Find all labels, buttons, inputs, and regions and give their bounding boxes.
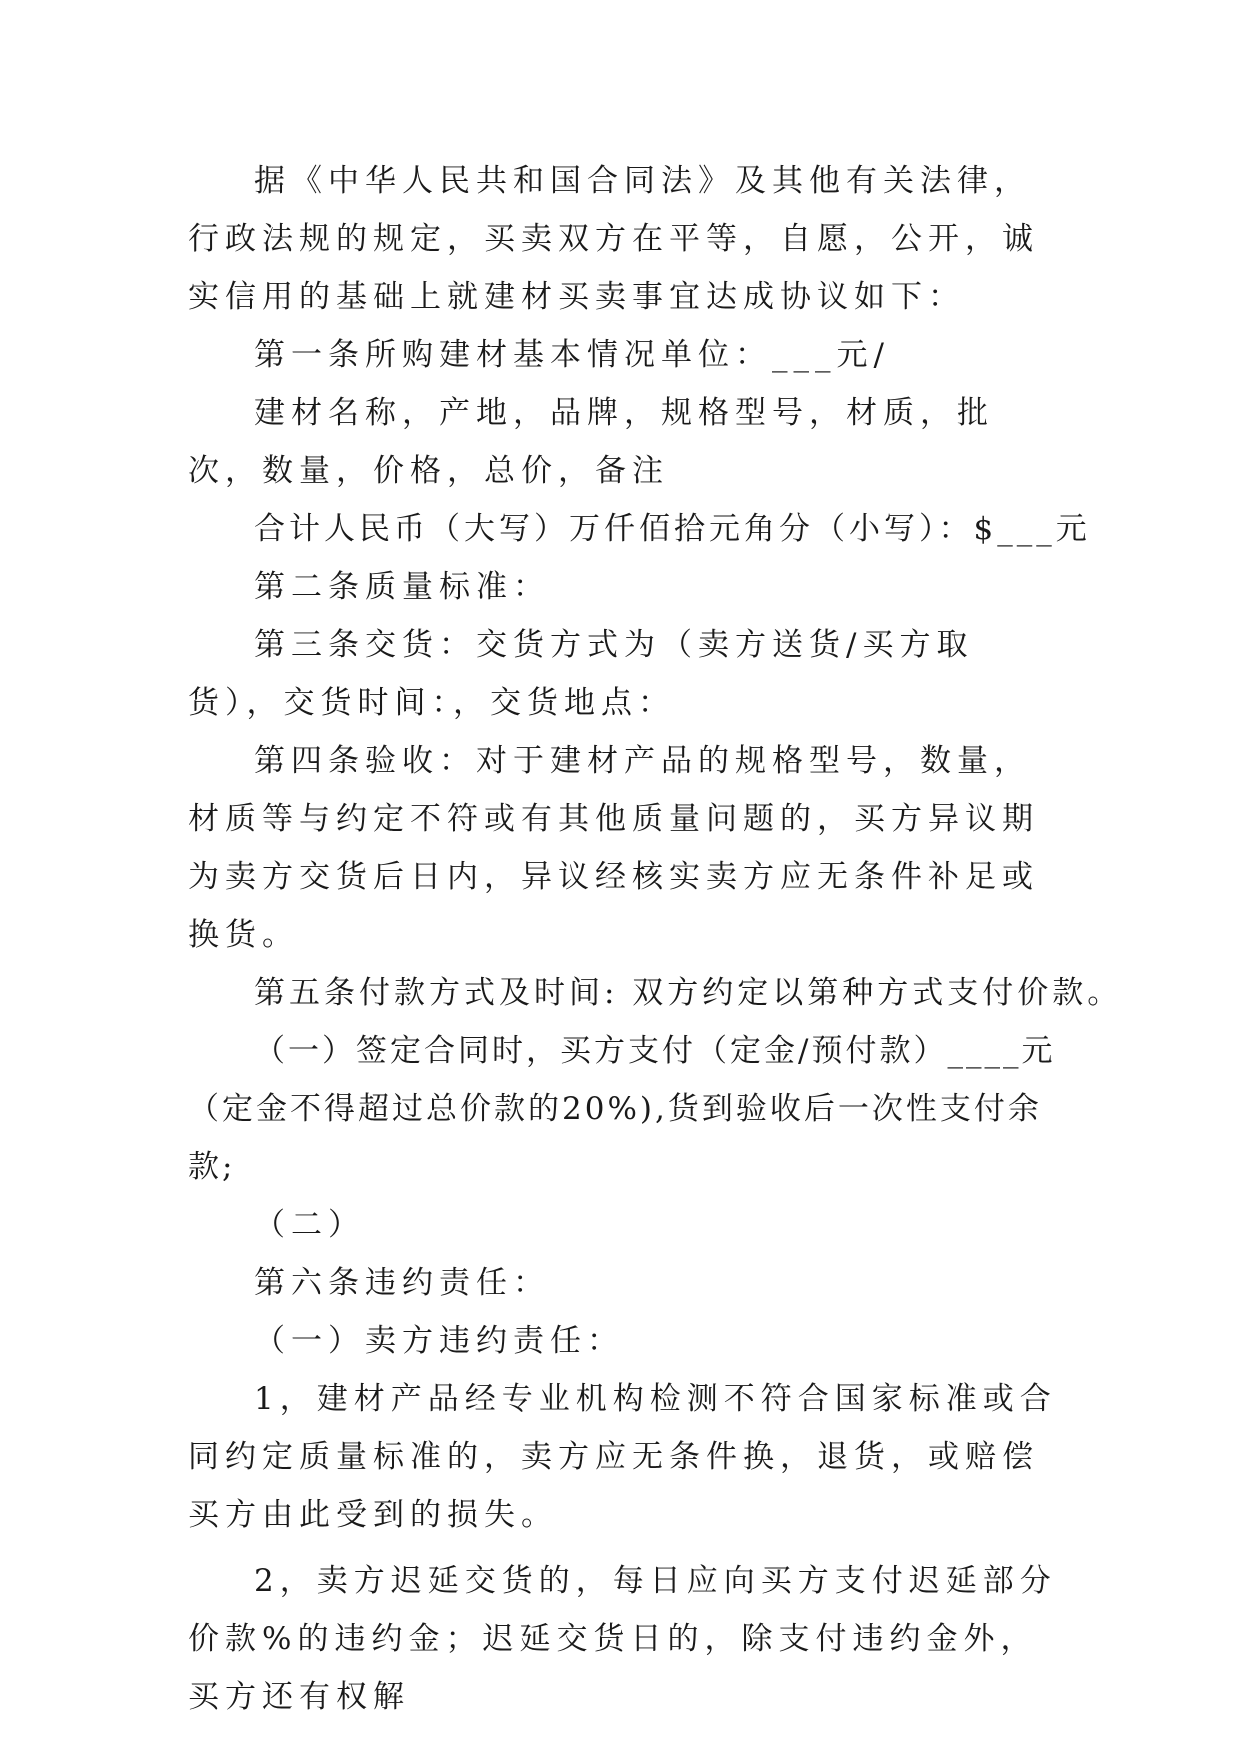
article-2-paragraph: 第二条质量标准： bbox=[254, 569, 550, 605]
seller-liability-heading: （一）卖方违约责任： bbox=[254, 1323, 624, 1359]
material-items-paragraph: 建材名称，产地，品牌，规格型号，材质，批次，数量，价格，总价，备注 bbox=[188, 395, 994, 489]
article-6-paragraph: 第六条违约责任： bbox=[254, 1265, 550, 1301]
total-amount-paragraph: 合计人民币（大写）万仟佰拾元角分（小写）：$___元 bbox=[254, 511, 1091, 547]
document-page bbox=[188, 152, 1123, 1726]
seller-liability-item-2: 2，卖方迟延交货的，每日应向买方支付迟延部分价款%的违约金；迟延交货日的，除支付违约金外，买方还有权解 bbox=[188, 1563, 1057, 1715]
seller-liability-item-1: 1，建材产品经专业机构检测不符合国家标准或合同约定质量标准的，卖方应无条件换，退货，或赔偿买方由此受到的损失。 bbox=[188, 1381, 1057, 1533]
article-1-paragraph: 第一条所购建材基本情况单位：___元/ bbox=[254, 337, 890, 373]
article-4-paragraph: 第四条验收：对于建材产品的规格型号，数量，材质等与约定不符或有其他质量问题的，买方异议期为卖方交货后日内，异议经核实卖方应无条件补足或换货。 bbox=[188, 743, 1039, 953]
article-3-paragraph: 第三条交货：交货方式为（卖方送货/买方取货），交货时间：，交货地点： bbox=[188, 627, 974, 721]
payment-option-1-paragraph: （一）签定合同时，买方支付（定金/预付款）____元（定金不得超过总价款的20%),货到验收后一次性支付余款; bbox=[188, 1033, 1056, 1185]
intro-paragraph: 据《中华人民共和国合同法》及其他有关法律，行政法规的规定，买卖双方在平等，自愿，公开，诚实信用的基础上就建材买卖事宜达成协议如下： bbox=[188, 163, 1039, 315]
article-5-paragraph: 第五条付款方式及时间: 双方约定以第种方式支付价款。 bbox=[254, 975, 1123, 1011]
payment-option-2-paragraph: （二） bbox=[254, 1207, 365, 1243]
